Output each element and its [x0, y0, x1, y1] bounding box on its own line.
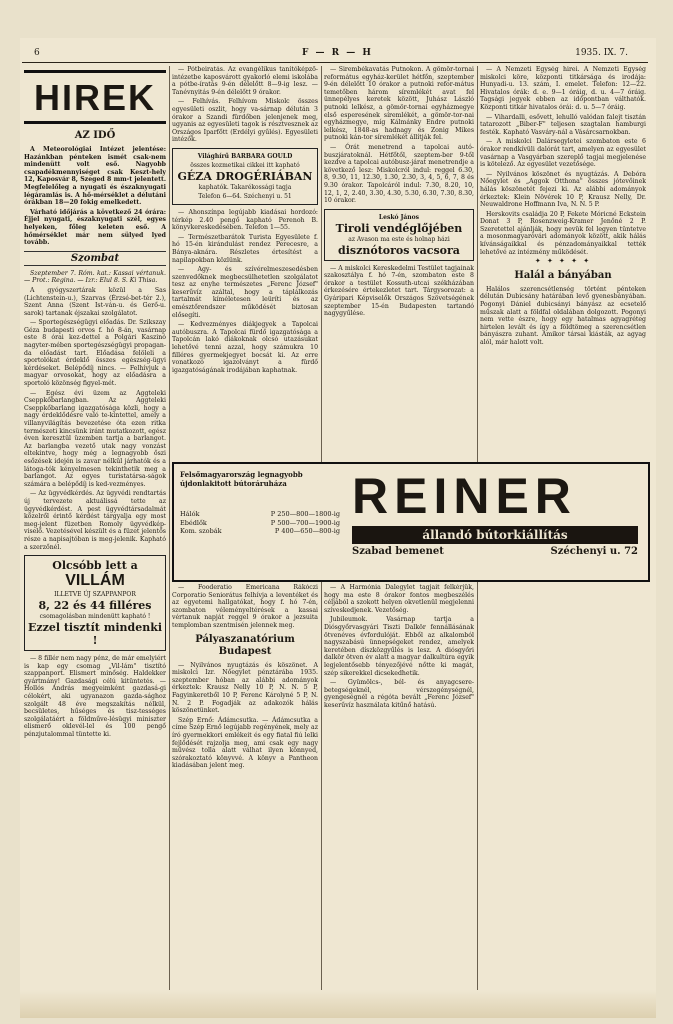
ad-reiner-prices	[180, 510, 340, 536]
pharmacies: A gyógyszertárak közül a Sas (Lichtenstein-u.), Szarvas (Érzsé-bet-tér 2.), Szent Anna (Szent Ist-ván-u. és Gerő-u. sarok) tartanak éjszakai szolgálatot.	[24, 286, 166, 317]
issue-date: 1935. IX. 7.	[575, 48, 628, 58]
section-title-hirek: HIREK	[24, 70, 166, 124]
weather-forecast: Várható időjárás a következő 24 órára: Éjjel nyugati, északnyugati szél, egyes helyeken, főleg keleten eső. A hőmérséklet már nem sülyed lyed tovább.	[24, 208, 166, 247]
death-title: Halál a bányában	[514, 269, 612, 281]
ad-villam-note: csomagolásban mindenütt kapható !	[39, 613, 151, 621]
column-3-top	[324, 66, 474, 460]
article-keseruviz: — Gyümölcs-, bél- és anyagcsere-betegségeknél, vérszegénységnél, gyengeségnél a régóta bevált „Ferenc József" keserűvíz használata kitűnő hatású.	[324, 679, 474, 709]
column-2-top	[172, 66, 318, 460]
ad-gbg-top: Világhírű BARBARA GOULD	[197, 152, 293, 160]
article-sport: — Sportegészségügyi előadás. Dr. Szikszay Géza budapesti orvos f. hó 8-án, vasárnap este 8 órai kez-dettel a Polgári Kaszinó nagyter-mében sportegészségügyi propagan-da előadást tart. Előadása felöleli a sportolókat érdeklő összes egészség-ügyi kérdéseket. Belépődíj nincs. — Felhívjuk a magyar orvosokat, hogy az előadásra a sportoló közönség figyel-mét.	[24, 319, 166, 388]
article-nyugtazas: — Nyilvános nyugtázás és köszönet. A miskolci Izr. Nőegylet pénztárába 1935. szeptember hóban az alábbi adományok érkeztek: Krausz Nelly 10 P, N. N. 5 P, Fagyinkeretből 10 P, Ferenc Károlyné 5 P, N. N. 2 P. Fogadják az adakozók hálás köszönetünket.	[172, 661, 318, 715]
ad-tiroli-name: Tiroli vendéglőjében	[335, 221, 463, 235]
column-3-bottom	[324, 584, 474, 1014]
ad-gbg-name: GÉZA DROGÉRIÁBAN	[177, 169, 313, 183]
paper-edge	[20, 990, 656, 1018]
article-kereskedelmi: — A miskolci Kereskedelmi Testület tagjainak szakosztálya f. hó 7-én, szombaton este 8 órakor a testület Kossuth-utcai székházában érkezésére értekezletet tart. Tárgysorozat: a Gyáripari Képviselők Országos Szövetségének szeptember 15-én Budapesten tartandó nagygyűlése.	[324, 264, 474, 318]
price-row: Ebédlők P 500—700—1900-ig	[180, 518, 340, 527]
article-harmonia: — A Harmónia Dalegylet tagjait felkérjük, hogy ma este 8 órakor fontos megbeszélés céljából a szokott helyen okvetlenül megjelenni szíveskedjenek. Vezetőség.	[324, 584, 474, 614]
ad-reiner-place: Szabad bemenet	[352, 546, 444, 557]
masthead: F — R — H	[302, 48, 373, 58]
column-divider	[169, 66, 170, 1016]
ad-reiner-street: Széchenyi u. 72	[550, 546, 638, 557]
article-emericana: — Fooderatio Emericana Rákóczi Corporatio Seniorátus felhívja a leventéket és az egyetemi hallgatókat, hogy f. hó 7-én, szombaton véleményeltérések a kassai vértanuk napját reggel 9 órakor a jezsuita templomban szentmisén jelennek meg.	[172, 584, 318, 629]
ad-villam	[24, 555, 166, 651]
article-cave: — Egész évi üzem az Aggteleki Cseppkőbarlangban. Az Aggteleki Cseppkőbarlang igazgatósága közli, hogy a nagy érdeklődésre való te-kintettel, amely a villanyvilágítás bevezetése óta ezen ritka természeti kincsünk iránt mutatkozott, egész éven keresztül üzemben tartja a barlangot. Az barlangba vezető utak nagy vonzást eltekintve, hogy még a legnagyobb őszi esőzések idején is zavar nélkül járhatók és a látoga-tók kényelmesen tekinthetik meg a barlangot. Az egyes turistatársa-ságok számára a belépődíj is ked-vezményes.	[24, 389, 166, 488]
ad-gbg-tel: Telefon 6—64. Széchenyi u. 51	[198, 192, 292, 200]
article-debora: — Nyilvános köszönet és nyugtázás. A Debóra Nőegylet és „Aggok Otthona" összes jótevőinek hálás köszönetét fejezi ki. Az alábbi adományok érkeztek: Klein Növérek 10 P, Krausz Nelly, Dr. Neuwaldrone Hoffmann Iva, N. N. 5 P.	[480, 170, 646, 209]
column-1	[24, 66, 166, 1016]
ad-reiner-name: REINER	[352, 468, 577, 524]
ad-gbg-bottom: kaphatók. Takarékossági tagja	[198, 183, 292, 191]
article-diakjegyek: — Kedvezményes diákjegyek a Tapolcai autóbuszra. A Tapolcai fürdő igazgatósága a Tapolcán lakó diákoknak olcsó utazásukat lehetővé tenni azzal, hogy számukra 10 filléres gyermekjegyet bocsát ki. Az erre vonatkozó igazolványt a fürdő igazgatóságának irodájában kaphatnak.	[172, 321, 318, 374]
ad-reiner-tagline: állandó bútorkiállítás	[352, 526, 638, 544]
article-ferenc-jozsef: — Agy- és szívérelmeszesedésben szenvedőknek megbecsülhetetlen szolgálatot tesz az enyhe természetes „Ferenc József" keserűvíz azáltal, hogy a táplálkozás tartalmát kíméletesen leüríti és az emésztőrendszer működését biztosan elősegíti.	[172, 266, 318, 319]
calendar: Szeptember 7. Róm. kat.: Kassai vértanuk. — Prot.: Regina. — Izr.: Elul 8. S. Ki Thisa.	[24, 269, 166, 285]
ad-tiroli	[324, 209, 474, 261]
ad-tiroli-mid: az Avason ma este és holnap házi	[348, 235, 450, 243]
ad-villam-sub: ILLETVE ÚJ SZAPPANPOR	[54, 591, 136, 599]
article-death: Halálos szerencsétlenség történt pénteken délután Dubicsány határában levő gyenesbányában. Pogonyi Dániel dubicsányi bányász az ecsetelő műszak alatt a földfal oldalában dolgozott. Pogonyi nem vette észre, hogy egy hatalmas agyagréteg hirtelen levált és így a földtömeg a szerencsétlen bányászra zuhant. Amikor társai kiásták, az agyag alól, már halott volt.	[480, 285, 646, 346]
weather-report: A Meteorológiai Intézet jelentése: Hazánkban pénteken ismét csak-nem mindenütt volt eső. Nagyobb csapadékmennyiséget csak Keszt-hely 12, Kaposvár 8, Szeged 8 mm-t jelentett. Megfelelőleg a nyugati és északnyugati légáramlás is. A hő-mérséklet a délutáni órákban 18—20 fokig emelkedett.	[24, 146, 166, 207]
article-szep-erno: Szép Ernő: Ádámcsutka. — Ádámcsutka a címe Szép Ernő legújabb regényének, mely az író gyermekkori emlékeit és egy fiatal fiú lelki fejlődését rajzolja meg, ami csak egy nagy művész tolla alatt válhat ilyen könnyed, szórakoztató könyvvé. A könyv a Pantheon kiadásában jelent meg.	[172, 716, 318, 770]
ad-villam-call: Ezzel tisztít mindenki !	[27, 621, 163, 648]
ad-tiroli-bottom: disznótoros vacsora	[338, 243, 460, 257]
subheading-szanatorium: Pályaszanatórium Budapest	[195, 633, 295, 657]
weather-title: AZ IDŐ	[74, 130, 116, 141]
ad-villam-top: Olcsóbb lett a	[52, 559, 138, 573]
day-title: Szombat	[24, 251, 166, 266]
price-row: Kom. szobák P 400—650—800-ig	[180, 527, 340, 535]
article-dalarsegylet: — A miskolci Dalársegyletei szombaton este 6 órakor rendkívüli dalórát tart, amelyen az egyesület vasárnap a Vasgyárban szereplő tagjai megjelenése is kötelező. Az egyesület vezetősége.	[480, 138, 646, 169]
ad-reiner-address	[352, 546, 638, 557]
article-adomanyok: Herskovits családja 20 P, Fekete Móricné Eckstein Donat 3 P, Rosenzweig-Kramer Jenőné 2 P. Szeretettel ajánlják, hogy nevük fel legyen tüntetve a mosonmagyaróvári adományok között, akik hálás kívánságaikkal és pénzadományaikkal tették lehetővé az intézmény működését.	[480, 210, 646, 256]
article-biber: — Vihardalli, esővett, lehulló valódan falejt tisztán tatarozott „Biber-F" teljesen szagtalan hamburgi festék. Kapható Vasváry-nál a Vásárcsarnokban.	[480, 113, 646, 136]
article-felhivas: — Felhívás. Felhívom Miskolc összes egyesületi oszlit, hogy va-sárnap délután 3 órakor a Szandi fürdőben jelenjenek meg, ugyanis az egyesületi tagok is résztvesznek az Országos Iparfőtt (Erdélyi gyűlés). Egyesületi intézők.	[172, 98, 318, 144]
article-jubileum: Jubileumok. Vasárnap tartja a Diósgyőrvasgyári Tiszti Dalkör fennállásának ötvenéves évfordulóját. Ebből az alkalomból nagyszabású ünnepségeket rendez, amelyek keretében díszközgyűlés is lesz. A diósgyőri dalkör ötven év alatt a magyar dalkultúra egyik legjelentősebb tényezőjévé nőtte ki magát, szép sikerekkel dicsekedhetik.	[324, 616, 474, 677]
ad-tiroli-top: Leskó János	[378, 213, 420, 221]
page-number: 6	[34, 48, 40, 58]
article-tail: — 8 fillér nem nagy pénz, de már emelyiért is kap egy csomag „Vil-lám" tisztító szappanport. Elismert minőség. Haldekker gyártmány! Gazdasági célú kitüntetés. — Hollós András megyeimként gazdasá-gi célokért, aki ugyanazon gazda-sághoz szolgált 48 éve megszakítás nélkül, becsületes, hűséges és tisz-tességes szolgálatáért a földműve-lésügyi miniszter elismerő oklevél-lel és 100 pengő pénzjutalommal tüntette ki.	[24, 655, 166, 739]
ad-reiner-lead: Felsőmagyarország legnagyobb újdonlakitott bútoráruháza	[180, 470, 303, 488]
ad-reiner	[172, 462, 650, 582]
article-ahonszinpa: — Ahonszínpa legújabb kiadásai hordozó: térkép 2.40 pengő kapható Perenoh B. könyvkereskedésében. Telefon 1—55.	[172, 208, 318, 232]
price-row: Hálók P 250—800—1800-ig	[180, 510, 340, 518]
ad-gbg-mid: összes kozmetikai cikkei itt kapható	[190, 161, 300, 169]
article-putnok: — Sirembékavatás Putnokon. A gömör-tornai református egyház-kerület hétfőn, szeptember 9-én délelőtt 10 órakor a putnoki refor-mátus temetőben három síremlékét avat fel ünnepélyes keretek között, Juhász László putnoki lelkész, a gömör-tornai egyházmegye első esperesének síremlékét, a gömör-tor-nai egyházmegye, míg Kálmánky Endre putnoki lelkész, 1848-as hadnagy és Zonig Mikes putnoki kán-tor síremlékét állítják fel.	[324, 66, 474, 142]
article-nemzeti-egyseg: — A Nemzeti Egység hirei. A Nemzeti Egység miskolci köre, központi titkársága és irodája: Hunyadi-u. 13. szám, I. emelet. Telefon: 12—22. Hivatalos órák: d. e. 9—1 óráig, d. u. 4—7 óráig. Tagsági jegyek ebben az időpontban válthatók. Központi titkár hivatalos órái: d. u. 5—7 óráig.	[480, 66, 646, 111]
ad-villam-prices: 8, 22 és 44 filléres	[38, 599, 152, 613]
article-potbeiratas: — Pótbeiratás. Az evangélikus tanítóképző-intézetbe kaposvárott gyakorló elemi iskolába a pótbe-íratás 9-én délelőtt 8—9-ig lesz. — Tanévnyitás 9-én délelőtt 9 órakor.	[172, 66, 318, 96]
divider-ornament: ✦ ✦ ✦ ✦ ✦	[534, 257, 592, 266]
article-menetrend: — Órát menetrend a tapolcai autó-buszjáratoknál. Hétfőtől, szeptem-ber 9-től kezdve a tapolcai autóbusz-járat menetrendje a következő lesz: Miskolcról indul: reggel 6.30, 8, 9.30, 11, 12.30, 1.30, 2.30, 3, 4, 5, 6, 7, 8 és 9.30 órakor. Tapolcáról indul: 7.30, 8.20, 10, 12, 1, 2, 2.40, 3.30, 4.30, 5.30, 6.30, 7.30, 8.30, 10 órakor.	[324, 143, 474, 205]
header-rule	[22, 62, 648, 63]
column-2-bottom	[172, 584, 318, 1014]
article-lawyers: — Az ügyvédkérdés. Az ügyvédi rendtartás új tervezete aktuálissá tette az ügyvédkérdést. A pest ügyvédtársadalmát közelről érintő kérdést tárgyalja egy most meg-jelent füzetben Romoly ügyvédkép-viselő. Vezetésével készült és a füzet jelentős része a napisajtóban is meg-jelenik. Kapható a szerzőnél.	[24, 490, 166, 551]
article-turista: — Természetbarátok Turista Egyesülete f. hó 15-én kirándulást rendez Perecesre, a Bánya-aknára. Részletes értesítést a napilapokban közlünk.	[172, 233, 318, 264]
ad-geza-drogeria	[172, 148, 318, 205]
page-header	[22, 48, 648, 62]
ad-villam-name: VILLÁM	[65, 572, 125, 590]
